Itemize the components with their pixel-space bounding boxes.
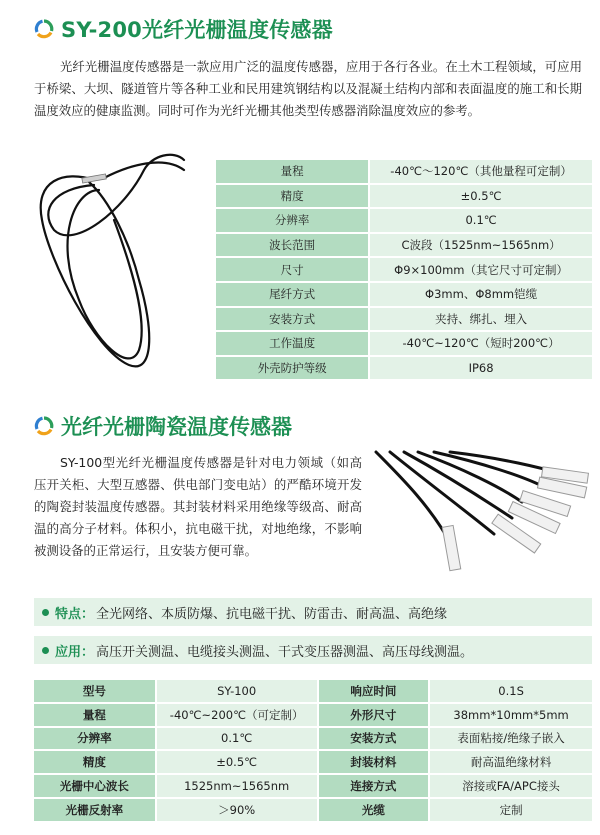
section2-description: SY-100型光纤光栅温度传感器是针对电力领域（如高压开关柜、大型互感器、供电部门变电站）的严酷环境开发的陶瓷封装温度传感器。其封装材料采用绝缘等级高、耐高温的高分子材料。体积小，抗电磁干扰，对地绝缘，不影响被测设备的正常运行，且安装方便可靠。 — [34, 455, 362, 558]
table-row — [34, 680, 592, 704]
spec-value: C波段（1525nm~1565nm） — [370, 234, 592, 259]
spec-label: 安装方式 — [216, 308, 370, 333]
section2-heading — [34, 411, 292, 441]
spec-value: 1525nm~1565nm — [157, 775, 319, 799]
spec-value: 38mm*10mm*5mm — [430, 704, 592, 728]
table-row — [34, 799, 592, 823]
table-row — [216, 258, 592, 283]
spec-value: Φ3mm、Φ8mm铠缆 — [370, 283, 592, 308]
section1-heading — [34, 14, 333, 44]
spec-value: -40℃~120℃（短时200℃） — [370, 332, 592, 357]
spec-label: 外壳防护等级 — [216, 357, 370, 382]
spec-label: 光缆 — [319, 799, 431, 823]
applications-label: 应用： — [55, 644, 95, 660]
spec-value: 耐高温绝缘材料 — [430, 751, 592, 775]
spec-label: 分辨率 — [216, 209, 370, 234]
spec-label: 尺寸 — [216, 258, 370, 283]
spec-value: -40℃～120℃（其他量程可定制） — [370, 160, 592, 185]
ceramic-sensor-photo — [372, 448, 594, 586]
spec-label: 尾纤方式 — [216, 283, 370, 308]
table-row — [216, 160, 592, 185]
spec-value: 定制 — [430, 799, 592, 823]
spec-value: 表面粘接/绝缘子嵌入 — [430, 728, 592, 752]
table-row — [216, 209, 592, 234]
circular-tricolor-logo-icon — [34, 19, 54, 39]
table-row — [216, 234, 592, 259]
spec-label: 波长范围 — [216, 234, 370, 259]
section2-title: 光纤光栅陶瓷温度传感器 — [61, 415, 292, 439]
spec-label: 精度 — [216, 185, 370, 210]
table-row — [216, 332, 592, 357]
section2-spec-table — [34, 680, 592, 823]
spec-value: 0.1℃ — [370, 209, 592, 234]
spec-label: 光栅中心波长 — [34, 775, 157, 799]
spec-value: Φ9×100mm（其它尺寸可定制） — [370, 258, 592, 283]
spec-label: 封装材料 — [319, 751, 431, 775]
table-row — [216, 308, 592, 333]
spec-label: 量程 — [34, 704, 157, 728]
spec-value: ＞90% — [157, 799, 319, 823]
spec-label: 安装方式 — [319, 728, 431, 752]
features-text: 全光网络、本质防爆、抗电磁干扰、防雷击、耐高温、高绝缘 — [96, 606, 448, 622]
spec-value: 0.1S — [430, 680, 592, 704]
spec-value: ±0.5℃ — [157, 751, 319, 775]
spec-label: 连接方式 — [319, 775, 431, 799]
table-row — [216, 283, 592, 308]
spec-value: IP68 — [370, 357, 592, 382]
spec-value: 0.1℃ — [157, 728, 319, 752]
green-dot-icon — [42, 609, 49, 616]
spec-label: 型号 — [34, 680, 157, 704]
spec-label: 响应时间 — [319, 680, 431, 704]
spec-label: 精度 — [34, 751, 157, 775]
spec-value: ±0.5℃ — [370, 185, 592, 210]
applications-bar — [34, 636, 592, 664]
spec-value: 溶接或FA/APC接头 — [430, 775, 592, 799]
applications-text: 高压开关测温、电缆接头测温、干式变压器测温、高压母线测温。 — [96, 644, 474, 660]
table-row — [34, 704, 592, 728]
spec-label: 外形尺寸 — [319, 704, 431, 728]
section1-spec-table — [216, 160, 592, 381]
fiber-sensor-photo — [34, 150, 209, 380]
section1-title: SY-200光纤光栅温度传感器 — [61, 18, 333, 42]
table-row — [216, 185, 592, 210]
spec-label: 工作温度 — [216, 332, 370, 357]
table-row — [34, 728, 592, 752]
spec-label: 量程 — [216, 160, 370, 185]
features-label: 特点： — [55, 606, 95, 622]
table-row — [216, 357, 592, 382]
spec-value: -40℃~200℃（可定制） — [157, 704, 319, 728]
circular-tricolor-logo-icon — [34, 416, 54, 436]
green-dot-icon — [42, 647, 49, 654]
table-row — [34, 775, 592, 799]
table-row — [34, 751, 592, 775]
section1-description: 光纤光栅温度传感器是一款应用广泛的温度传感器，应用于各行各业。在土木工程领域，可应用于桥梁、大坝、隧道管片等各种工业和民用建筑钢结构以及混凝土结构内部和表面温度的施工和长期温度效应的健康监测。同时可作为光纤光栅其他类型传感器消除温度效应的参考。 — [34, 59, 582, 118]
spec-value: SY-100 — [157, 680, 319, 704]
spec-value: 夹持、绑扎、埋入 — [370, 308, 592, 333]
spec-label: 光栅反射率 — [34, 799, 157, 823]
spec-label: 分辨率 — [34, 728, 157, 752]
features-bar — [34, 598, 592, 626]
